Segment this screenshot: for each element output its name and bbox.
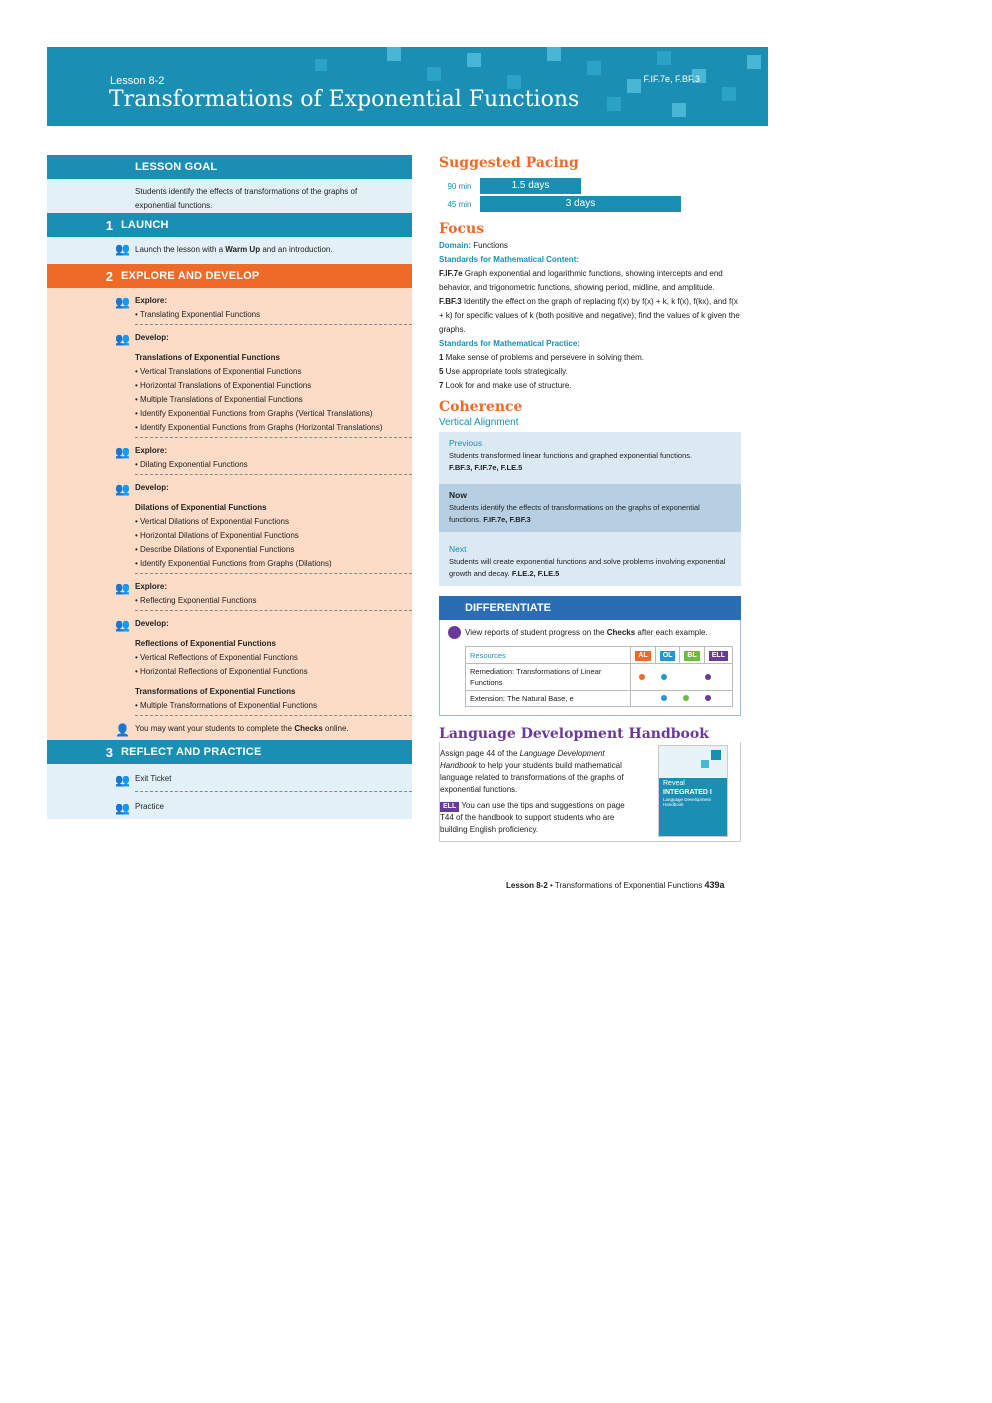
standards-codes: F.IF.7e, F.BF.3 — [643, 74, 700, 84]
pair-icon: 👥 — [115, 581, 130, 595]
differentiate-header: DIFFERENTIATE — [439, 596, 741, 620]
pacing-bar: 3 days — [480, 196, 681, 212]
table-row: Extension: The Natural Base, e — [466, 691, 733, 707]
pacing-row: 45 min 3 days — [439, 195, 741, 213]
launch-row: 👥 Launch the lesson with a Warm Up and an introduction. — [47, 237, 412, 264]
page-title: Transformations of Exponential Functions — [109, 87, 580, 112]
vertical-alignment — [439, 432, 741, 586]
page-footer: Lesson 8-2 • Transformations of Exponential Functions 439a — [506, 880, 725, 890]
develop-block: 👥 Develop: Translations of Exponential Functions • Vertical Translations of Exponential Functions • Horizontal Translations of Exponential Functions • Multiple Translations of Exponential Functions • Identify Exponential Functions from Graphs (Vertical Translations) • Identify Exponential Functions from Graphs (Horizontal Translations) — [115, 332, 383, 432]
pacing-row: 90 min 1.5 days — [439, 177, 741, 195]
coherence-heading: Coherence — [439, 399, 523, 415]
tag-bl: BL — [684, 651, 699, 661]
ldh-body — [439, 742, 741, 842]
previous-block: Previous Students transformed linear functions and graphed exponential functions. F.BF.3, F.IF.7e, F.LE.5 — [439, 432, 741, 484]
pair-icon: 👥 — [115, 445, 130, 459]
develop-block: 👥 Develop: Reflections of Exponential Functions • Vertical Reflections of Exponential Functions • Horizontal Reflections of Exponential Functions Transformations of Exponential Functions • Multiple Transformations of Exponential Functions — [115, 618, 317, 710]
level-dot — [683, 695, 689, 701]
resources-table — [465, 646, 733, 707]
focus-heading: Focus — [439, 221, 485, 237]
reflect-body — [47, 764, 412, 819]
ell-tag: ELL — [440, 802, 459, 812]
chart-icon — [448, 626, 461, 639]
table-row: Remediation: Transformations of Linear Functions — [466, 664, 733, 691]
lesson-goal-text: Students identify the effects of transformations of the graphs of exponential functions. — [47, 179, 412, 213]
ldh-heading: Language Development Handbook — [439, 726, 709, 742]
differentiate-panel — [439, 596, 741, 716]
level-dot — [705, 674, 711, 680]
level-dot — [705, 695, 711, 701]
now-block: Now Students identify the effects of transformations on the graphs of exponential functions. F.IF.7e, F.BF.3 — [439, 484, 741, 532]
group-icon: 👥 — [115, 773, 130, 787]
level-dot — [661, 674, 667, 680]
explore-block: 👥 Explore: • Dilating Exponential Functions — [115, 445, 248, 469]
student-icon: 👤 — [115, 723, 130, 737]
pacing-bars — [439, 177, 741, 213]
resources-column-header: Resources — [466, 647, 631, 664]
lesson-banner — [47, 47, 768, 126]
next-block: Next Students will create exponential functions and solve problems involving exponential growth and decay. F.LE.2, F.LE.5 — [439, 532, 741, 586]
group-icon: 👥 — [115, 332, 130, 346]
pair-icon: 👥 — [115, 295, 130, 309]
ldh-text: Assign page 44 of the Language Development Handbook to help your students build mathematical language related to transformations of the graphs of exponential functions. ELL You can use the tips and suggestions on page T44 of the handbook to support students who are building English proficiency. — [440, 749, 625, 834]
explore-block: 👥 Explore: • Translating Exponential Functions — [115, 295, 261, 319]
tag-al: AL — [635, 651, 650, 661]
exit-ticket-row: 👥 Exit Ticket — [115, 773, 172, 787]
group-icon: 👥 — [115, 482, 130, 496]
launch-header: 1 LAUNCH — [47, 213, 412, 237]
level-dot — [639, 674, 645, 680]
handbook-cover-image: Reveal INTEGRATED I Language Development Handbook — [658, 745, 728, 837]
level-dot — [661, 695, 667, 701]
practice-row: 👥 Practice — [115, 801, 164, 815]
focus-body: Domain: Functions Standards for Mathematical Content: F.IF.7e Graph exponential and logarithmic functions, showing intercepts and end behavior, and trigonometric functions, showing period, midline, and amplitude. F.BF.3 Identify the effect on the graph of replacing f(x) by f(x) + k, k f(x), f(kx), and f(x + k) for specific values of k (both positive and negative); find the values of k given the graphs. Standards for Mathematical Practice: 1 Make sense of problems and persevere in solving them. 5 Use appropriate tools strategically. 7 Look for and make use of structure. — [439, 241, 740, 390]
explore-develop-body — [47, 288, 412, 740]
explore-develop-header: 2 EXPLORE AND DEVELOP — [47, 264, 412, 288]
lesson-info — [439, 155, 741, 842]
develop-block: 👥 Develop: Dilations of Exponential Functions • Vertical Dilations of Exponential Functions • Horizontal Dilations of Exponential Functions • Describe Dilations of Exponential Functions • Identify Exponential Functions from Graphs (Dilations) — [115, 482, 332, 568]
pacing-heading: Suggested Pacing — [439, 155, 579, 171]
differentiate-text: View reports of student progress on the Checks after each example. — [448, 626, 732, 640]
tag-ell: ELL — [709, 651, 728, 661]
vertical-alignment-label: Vertical Alignment — [439, 417, 519, 428]
pacing-bar: 1.5 days — [480, 178, 581, 194]
reflect-header: 3 REFLECT AND PRACTICE — [47, 740, 412, 764]
lesson-goal-header: LESSON GOAL — [47, 155, 412, 179]
differentiate-body — [439, 620, 741, 716]
group-icon: 👥 — [115, 618, 130, 632]
pair-icon: 👥 — [115, 801, 130, 815]
group-icon: 👥 — [115, 242, 130, 256]
lesson-outline — [47, 155, 412, 819]
checks-row: 👤 You may want your students to complete the Checks online. — [115, 723, 349, 737]
explore-block: 👥 Explore: • Reflecting Exponential Functions — [115, 581, 257, 605]
lesson-number: Lesson 8-2 — [110, 75, 165, 87]
tag-ol: OL — [660, 651, 676, 661]
